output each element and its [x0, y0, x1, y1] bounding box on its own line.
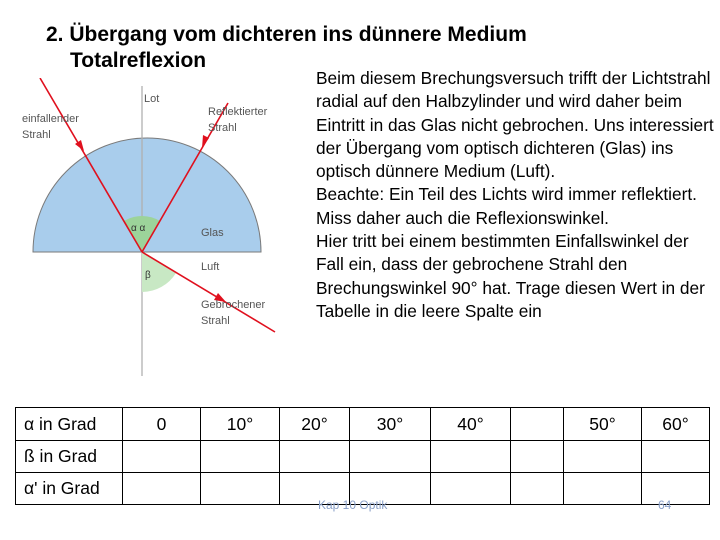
title-line-2: Totalreflexion: [70, 49, 207, 72]
angle-table: [15, 407, 710, 505]
refracted-ray-label-1: Gebrochener: [201, 299, 266, 311]
table-cell: [123, 441, 201, 473]
alpha-angle-label: α α: [131, 223, 146, 234]
table-cell: 10°: [201, 408, 280, 441]
table-cell: [280, 441, 350, 473]
air-label: Luft: [201, 261, 220, 273]
table-cell: 0: [123, 408, 201, 441]
table-cell: [201, 441, 280, 473]
table-cell: [350, 441, 431, 473]
table-cell: 40°: [431, 408, 511, 441]
table-cell: [201, 473, 280, 505]
incident-arrow: [75, 140, 84, 151]
angle-table-body: [16, 408, 710, 505]
refraction-diagram: [20, 78, 300, 378]
table-cell: [564, 473, 642, 505]
table-cell: 60°: [642, 408, 710, 441]
table-cell: [431, 441, 511, 473]
refracted-ray-label-2: Strahl: [201, 315, 230, 327]
table-row-label: α in Grad: [16, 408, 123, 441]
incident-ray-label-1: einfallender: [22, 113, 79, 125]
refraction-figure: [20, 78, 300, 378]
table-cell: [642, 473, 710, 505]
lot-label: Lot: [144, 93, 160, 105]
footer-source: Kap 10 Optik: [318, 498, 388, 512]
title-line-1: 2. Übergang vom dichteren ins dünnere Medium: [46, 23, 527, 46]
table-cell: 50°: [564, 408, 642, 441]
incident-ray-label-2: Strahl: [22, 129, 51, 141]
description-paragraph-1: Beim diesem Brechungsversuch trifft der Lichtstrahl radial auf den Halbzylinder und wird daher beim Eintritt in das Glas nicht gebrochen. Uns interessiert der Übergang vom optisch dichteren (Glas) ins optisch dünnere Medium (Luft).: [316, 68, 714, 182]
table-cell: 30°: [350, 408, 431, 441]
reflected-ray-label-2: Strahl: [208, 122, 237, 134]
description-text: [316, 67, 716, 323]
description-paragraph-2: Beachte: Ein Teil des Lichts wird immer reflektiert. Miss daher auch die Reflexionswinkel.: [316, 184, 697, 228]
table-row-label: ß in Grad: [16, 441, 123, 473]
reflected-ray-label-1: Reflektierter: [208, 106, 268, 118]
table-cell: [642, 441, 710, 473]
footer-page-number: 64: [658, 498, 672, 512]
table-row: [16, 441, 710, 473]
beta-angle-label: β: [145, 270, 151, 281]
table-cell: [564, 441, 642, 473]
table-cell: [123, 473, 201, 505]
table-cell: [431, 473, 511, 505]
glass-label: Glas: [201, 227, 224, 239]
description-paragraph-3: Hier tritt bei einem bestimmten Einfallswinkel der Fall ein, dass der gebrochene Strahl den Brechungswinkel 90° hat. Trage diesen Wert in der Tabelle in die leere Spalte ein: [316, 231, 705, 321]
table-cell: 20°: [280, 408, 350, 441]
table-row-label: α' in Grad: [16, 473, 123, 505]
table-cell: [511, 441, 564, 473]
table-row: [16, 408, 710, 441]
table-cell: [511, 473, 564, 505]
table-cell: [511, 408, 564, 441]
